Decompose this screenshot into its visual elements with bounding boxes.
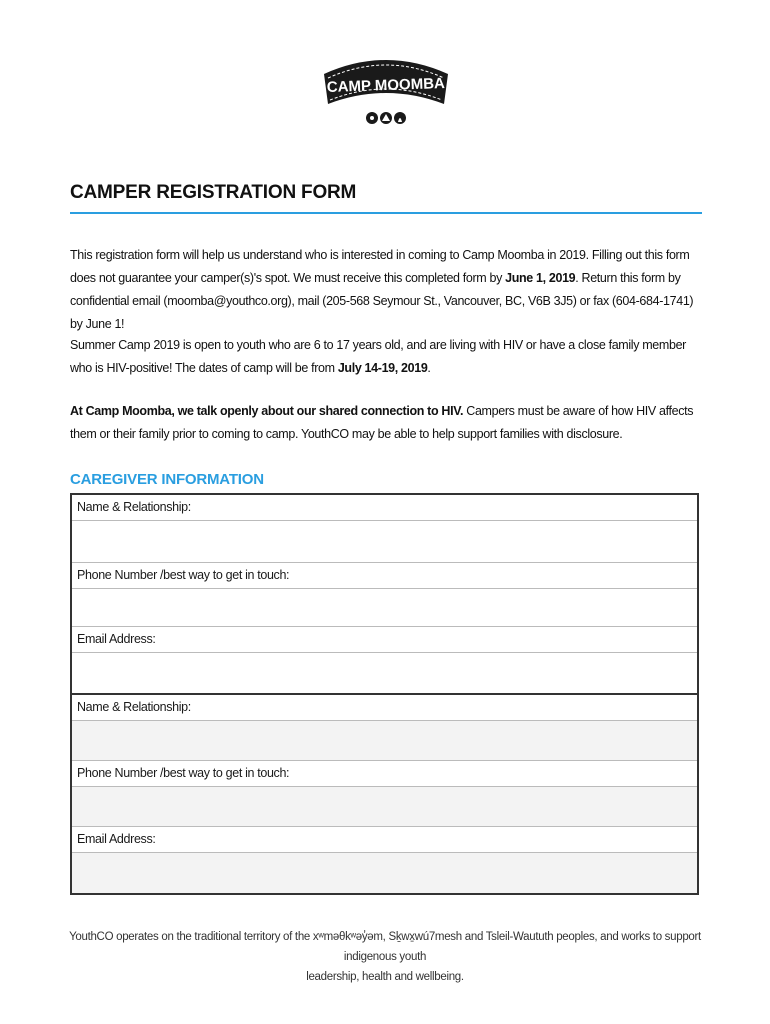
- email-label: Email Address:: [72, 827, 697, 853]
- intro-paragraph-3: At Camp Moomba, we talk openly about our shared connection to HIV. Campers must be aware of how HIV affects them or their family prior to coming to camp. YouthCO may be able to help support families with disclosure.: [70, 404, 694, 441]
- caregiver-block-2: [72, 695, 697, 893]
- intro-paragraph-2: Summer Camp 2019 is open to youth who are 6 to 17 years old, and are living with HIV or have a close family member who is HIV-positive! The dates of camp will be from July 14-19, 2019.: [70, 338, 686, 375]
- title-divider: [70, 212, 702, 214]
- phone-label: Phone Number /best way to get in touch:: [72, 563, 697, 589]
- caregiver-form-table: [70, 493, 699, 895]
- email-field-1[interactable]: [72, 653, 697, 693]
- caregiver-section-title: CAREGIVER INFORMATION: [70, 471, 264, 488]
- email-label: Email Address:: [72, 627, 697, 653]
- name-relationship-field-2[interactable]: [72, 721, 697, 761]
- phone-label: Phone Number /best way to get in touch:: [72, 761, 697, 787]
- camp-moomba-logo: [316, 52, 456, 138]
- phone-field-1[interactable]: [72, 589, 697, 627]
- land-acknowledgement-footer: YouthCO operates on the traditional territory of the xʷməθkʷəy̓əm, Sḵwx̱wú7mesh and Tsleil-Waututh peoples, and works to support indigenous youth leadership, health and wellbeing.: [69, 931, 701, 983]
- email-field-2[interactable]: [72, 853, 697, 893]
- logo-text: CAMP MOOMBA: [326, 74, 446, 97]
- name-relationship-label: Name & Relationship:: [72, 695, 697, 721]
- page-title: CAMPER REGISTRATION FORM: [70, 182, 357, 203]
- caregiver-block-1: [72, 495, 697, 695]
- intro-paragraph-1: This registration form will help us understand who is interested in coming to Camp Moomba in 2019. Filling out this form does not guarantee your camper(s)'s spot. We must receive this completed form by June 1, 2019. Return this form by confidential email (moomba@youthco.org), mail (205-568 Seymour St., Vancouver, BC, V6B 3J5) or fax (604-684-1741) by June 1!: [70, 248, 694, 331]
- name-relationship-field-1[interactable]: [72, 521, 697, 563]
- phone-field-2[interactable]: [72, 787, 697, 827]
- name-relationship-label: Name & Relationship:: [72, 495, 697, 521]
